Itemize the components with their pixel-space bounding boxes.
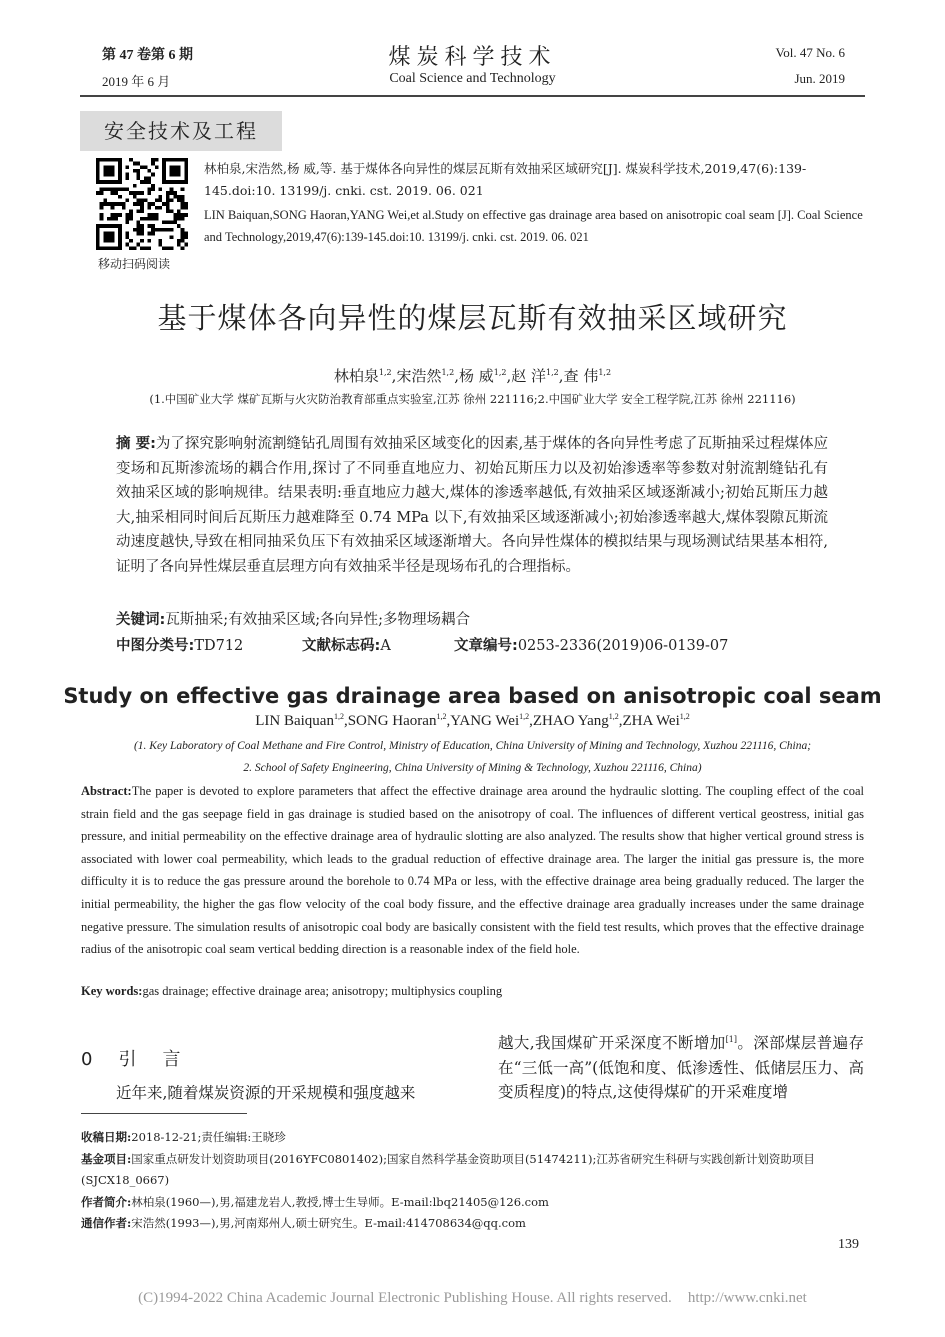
footnote-rule — [81, 1113, 247, 1114]
footnote-funding — [81, 1149, 866, 1191]
abstract-cn-label: 摘 要: — [116, 436, 156, 452]
journal-name-cn: 煤炭科学技术 — [388, 45, 557, 70]
author-cn-name: 杨 威 — [458, 367, 494, 385]
section-title-char-1: 引 — [118, 1049, 137, 1070]
author-en-name: LIN Baiquan — [255, 713, 334, 729]
author-cn-affil-mark: 1,2 — [546, 368, 559, 377]
keywords-cn-label: 关键词: — [116, 612, 166, 628]
corresponding-text: 宋浩然(1993—),男,河南郑州人,硕士研究生。E-mail:414708634@qq.com — [131, 1216, 526, 1230]
journal-volume-en: Vol. 47 No. 6 — [775, 45, 845, 60]
author-cn-name: 宋浩然 — [396, 367, 442, 385]
section-tag: 安全技术及工程 — [80, 111, 282, 151]
doc-code-item — [302, 634, 391, 655]
author-label: 作者简介: — [81, 1195, 132, 1209]
cnki-link[interactable]: http://www.cnki.net — [687, 1290, 807, 1306]
copyright-line — [0, 1290, 945, 1307]
received-text: 2018-12-21;责任编辑:王晓珍 — [131, 1130, 286, 1144]
footnote-received — [81, 1127, 866, 1148]
citation-en: LIN Baiquan,SONG Haoran,YANG Wei,et al.Study on effective gas drainage area based on anisotropic coal seam [J]. Coal Science and Technology,2019,47(6):139-145.doi:10. 13199/j. cnki. cst. 2019. 06. 021 — [204, 208, 863, 244]
page-number: 139 — [838, 1237, 859, 1252]
affiliation-en-1: (1. Key Laboratory of Coal Methane and Fire Control, Ministry of Education, China University of Mining and Technology, Xuzhou 221116, China; — [133, 740, 812, 752]
header-rule — [80, 95, 865, 97]
keywords-en — [81, 984, 864, 999]
author-cn-affil-mark: 1,2 — [378, 368, 392, 377]
paper-title-en: Study on effective gas drainage area based on anisotropic coal seam — [63, 684, 882, 708]
intro-paragraph-left: 近年来,随着煤炭资源的开采规模和强度越来 — [116, 1084, 416, 1102]
abstract-en-text: The paper is devoted to explore parameters that affect the effective drainage area around the hydraulic slotting. The coupling effect of the coal strain field and the gas seepage field in gas drainage is studied based on the anisotropy of coal. The influences of different vertical geostress, initial gas pressure, and initial permeability on the effective drainage area of hydraulic slotting are also analyzed. The results show that higher vertical ground stress is associated with lower coal permeability, which leads to the gradual reduction of effective drainage area. The larger the initial gas pressure is, the more difficulty it is to reduce the gas pressure around the borehole to 0.74 MPa or less, with the effective drainage area being gradually reduced. The larger the initial permeability, the higher the gas flow velocity of the coal body fissure, and the effective drainage area gradually increases under the same drainage negative pressure. The simulation results of anisotropic coal body are basically consistent with the field test results, which proves that the effective drainage radius of the anisotropic coal seam vertical bedding direction is a reasonable index of the field hole. — [81, 784, 864, 957]
author-en-name: YANG Wei — [450, 713, 520, 729]
author-cn-name: 查 伟 — [563, 367, 599, 385]
paper-title-cn: 基于煤体各向异性的煤层瓦斯有效抽采区域研究 — [157, 301, 788, 335]
section-number: 0 — [81, 1049, 93, 1070]
keywords-en-label: Key words: — [81, 984, 143, 998]
doc-code-value: A — [380, 638, 391, 654]
abstract-en-label: Abstract: — [81, 784, 132, 798]
citation-cn: 林柏泉,宋浩然,杨 威,等. 基于煤体各向异性的煤层瓦斯有效抽采区域研究[J]. 煤炭科学技术,2019,47(6):139-145.doi:10. 13199/j. cnki. cst. 2019. 06. 021 — [204, 161, 807, 198]
qr-caption: 移动扫码阅读 — [98, 257, 171, 271]
clc-label: 中图分类号: — [116, 638, 195, 654]
reference-mark[interactable]: [1] — [725, 1034, 737, 1044]
author-text: 林柏泉(1960—),男,福建龙岩人,教授,博士生导师。E-mail:lbq21405@126.com — [131, 1195, 549, 1209]
abstract-en — [81, 780, 864, 961]
funding-text: 国家重点研发计划资助项目(2016YFC0801402);国家自然科学基金资助项目(51474211);江苏省研究生科研与实践创新计划资助项目(SJCX18_0667) — [81, 1152, 815, 1187]
author-cn-affil-mark: 1,2 — [493, 368, 507, 377]
author-en-name: SONG Haoran — [347, 713, 437, 729]
author-en-affil-mark: 1,2 — [436, 712, 447, 721]
journal-date-cn: 2019 年 6 月 — [102, 74, 171, 89]
author-cn-name: 赵 洋 — [511, 367, 547, 385]
author-en-affil-mark: 1,2 — [519, 712, 530, 721]
journal-name-en: Coal Science and Technology — [389, 71, 556, 86]
author-en-name: ZHAO Yang — [532, 713, 609, 729]
copyright-text: (C)1994-2022 China Academic Journal Electronic Publishing House. All rights reserved. — [138, 1290, 672, 1306]
qr-code-icon[interactable] — [96, 158, 188, 250]
corresponding-label: 通信作者: — [81, 1216, 132, 1230]
abstract-cn — [116, 432, 828, 579]
keywords-cn-text: 瓦斯抽采;有效抽采区域;各向异性;多物理场耦合 — [165, 612, 470, 628]
section-heading — [81, 1045, 206, 1071]
author-list-cn: 林柏泉$^{1,2}$,宋浩然$^{1,2}$,杨 威$^{1,2}$,赵 洋$^{1,2}$,查 伟$^{1,2}$ — [333, 367, 612, 385]
author-list-en: LIN Baiquan$^{1,2}$,SONG Haoran$^{1,2}$,YANG Wei$^{1,2}$,ZHAO Yang$^{1,2}$,ZHA Wei$^{1,2}$ — [255, 712, 690, 729]
clc-value: TD712 — [194, 638, 244, 654]
author-cn-name: 林柏泉 — [333, 367, 379, 385]
abstract-cn-text: 为了探究影响射流割缝钻孔周围有效抽采区域变化的因素,基于煤体的各向异性考虑了瓦斯抽采过程煤体应变场和瓦斯渗流场的耦合作用,探讨了不同垂直地应力、初始瓦斯压力以及初始渗透率等参数对射流割缝钻孔有效抽采区域的影响规律。结果表明:垂直地应力越大,煤体的渗透率越低,有效抽采区域逐渐减小;初始瓦斯压力越大,抽采相同时间后瓦斯压力越难降至 0.74 MPa 以下,有效抽采区域逐渐减小;初始渗透率越大,煤体裂隙瓦斯流动速度越快,导致在相同抽采负压下有效抽采区域逐渐增大。各向异性煤体的模拟结果与现场测试结果基本相符,证明了各向异性煤层垂直层理方向有效抽采半径是现场布孔的合理指标。 — [116, 436, 828, 575]
keywords-en-text: gas drainage; effective drainage area; anisotropy; multiphysics coupling — [142, 984, 503, 998]
keywords-cn — [116, 608, 828, 629]
article-no-value: 0253-2336(2019)06-0139-07 — [517, 638, 729, 654]
affiliation-cn: (1.中国矿业大学 煤矿瓦斯与火灾防治教育部重点实验室,江苏 徐州 221116;2.中国矿业大学 安全工程学院,江苏 徐州 221116) — [149, 392, 796, 406]
journal-date-en: Jun. 2019 — [794, 71, 845, 86]
clc-item — [116, 634, 243, 655]
doc-code-label: 文献标志码: — [302, 638, 381, 654]
author-en-affil-mark: 1,2 — [333, 712, 344, 721]
section-title-char-2: 言 — [162, 1049, 181, 1070]
article-no-label: 文章编号: — [454, 638, 518, 654]
author-en-name: ZHA Wei — [622, 713, 680, 729]
article-no-item — [454, 634, 728, 655]
footnote-corresponding — [81, 1213, 866, 1234]
author-cn-affil-mark: 1,2 — [441, 368, 455, 377]
journal-volume-issue: 第 47 卷第 6 期 — [102, 48, 193, 63]
funding-label: 基金项目: — [81, 1152, 132, 1166]
received-label: 收稿日期: — [81, 1130, 132, 1144]
affiliation-en-2: 2. School of Safety Engineering, China University of Mining & Technology, Xuzhou 221116, China) — [243, 762, 702, 774]
author-en-affil-mark: 1,2 — [679, 712, 690, 721]
author-cn-affil-mark: 1,2 — [598, 368, 612, 377]
author-en-affil-mark: 1,2 — [608, 712, 619, 721]
intro-paragraph-right: 越大,我国煤矿开采深度不断增加[1]。深部煤层普遍存在“三低一高”(低饱和度、低渗透性、低储层压力、高变质程度)的特点,这使得煤矿的开采难度增 — [498, 1034, 864, 1101]
footnote-author — [81, 1192, 866, 1213]
